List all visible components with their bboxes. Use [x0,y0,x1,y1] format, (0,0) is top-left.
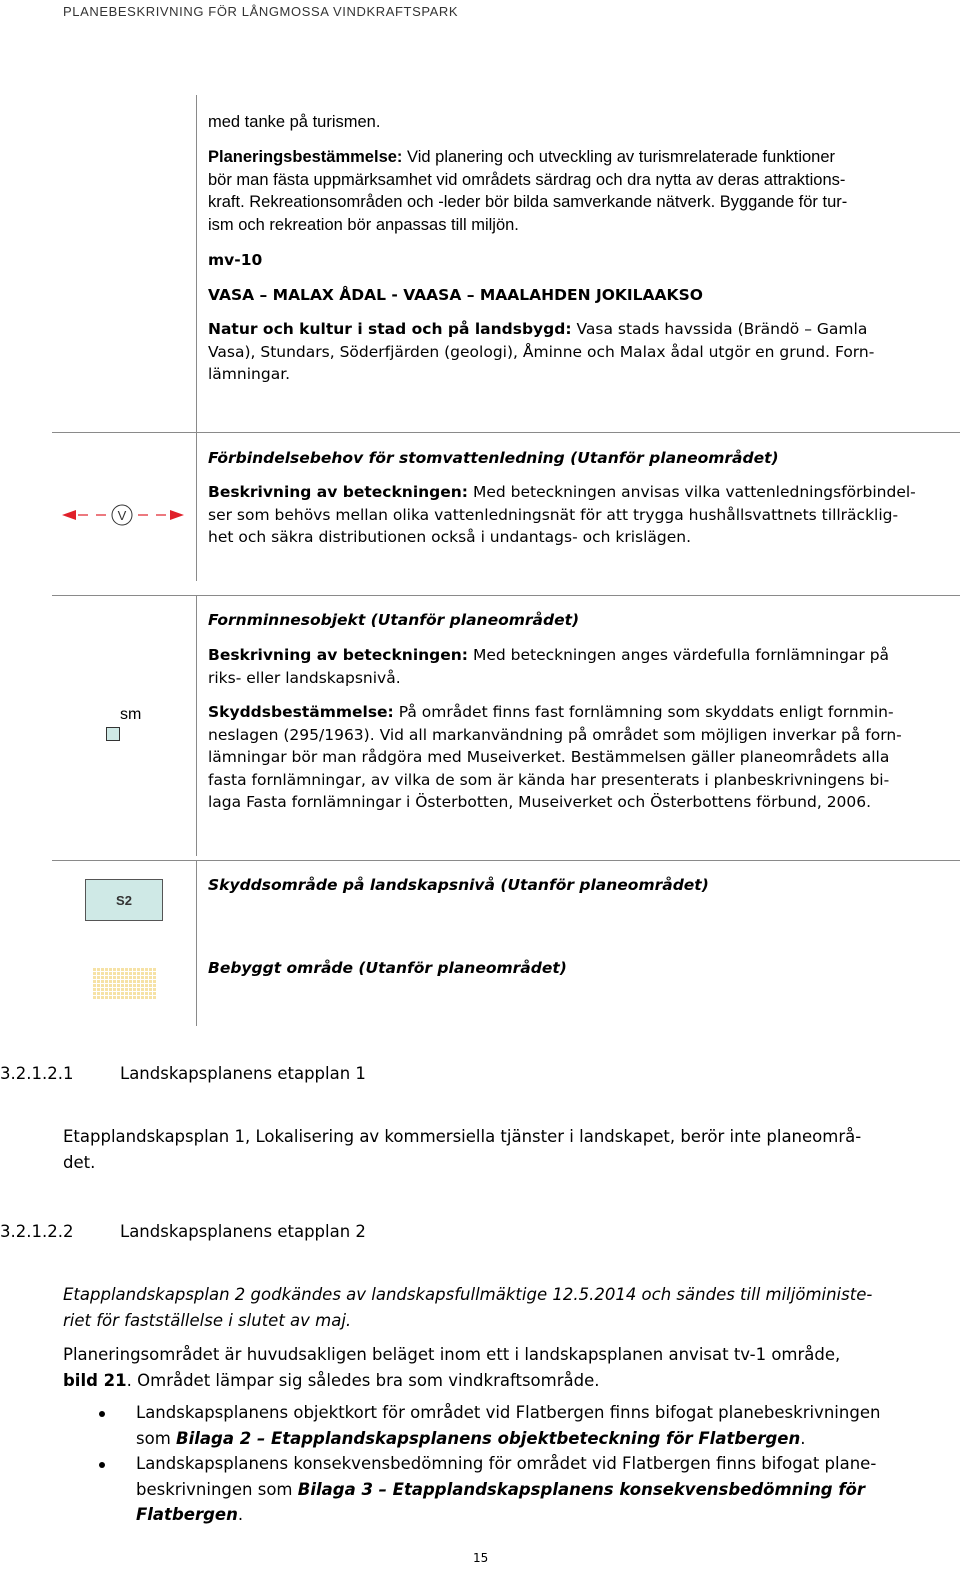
row-rule-1 [52,432,960,433]
bullet-icon [99,1462,105,1468]
row-rule-3 [52,860,960,861]
bebyggt-symbol [92,967,156,999]
skyddsomrade-title: Skyddsområde på landskapsnivå (Utanför planeområdet) [208,876,709,894]
fornminne-protection: Skyddsbestämmelse: På området finns fast fornlämning som skyddats enligt fornmin- neslagen (295/1963). Vid all markanvändning på området som möjligen inverkar på forn- lämningar bör man rådgöra med Museiverket. Bestämmelsen gäller planeområdets alla fasta fornlämningar, av vilka de som är kända har presenterats i planbeskrivningens bi- laga Fasta fornlämningar i Österbotten, Museiverket och Österbottens förbund, 2006. [208,703,902,812]
region-heading: VASA – MALAX ÅDAL - VAASA – MAALAHDEN JOKILAAKSO [208,286,703,304]
water-title: Förbindelsebehov för stomvattenledning (Utanför planeområdet) [208,449,779,467]
table-divider-4 [196,861,197,1026]
section-2-italic: Etapplandskapsplan 2 godkändes av landskapsfullmäktige 12.5.2014 och sändes till miljöministe- riet för fastställelse i slutet av maj. [63,1285,873,1330]
fornminne-title: Fornminnesobjekt (Utanför planeområdet) [208,611,580,629]
table-divider-2 [196,433,197,581]
water-description: Beskrivning av beteckningen: Med beteckningen anvisas vilka vattenledningsförbindel- ser som behövs mellan olika vattenledningsnät för att trygga hushållsvattnets tillräcklig- het och säkra distributionen också i undantags- och krislägen. [208,483,916,547]
section-number-1: 3.2.1.2.1 [0,1064,74,1083]
sm-symbol-square [106,727,120,741]
page-number: 15 [473,1551,489,1565]
bebyggt-title: Bebyggt område (Utanför planeområdet) [208,959,567,977]
s2-symbol: S2 [85,879,163,921]
water-connection-symbol [60,501,190,529]
bullet-icon [99,1411,105,1417]
intro-text: med tanke på turismen. [208,113,381,131]
list-item: Landskapsplanens konsekvensbedömning för området vid Flatbergen finns bifogat plane- beskrivningen som Bilaga 3 – Etapplandskapsplanens konsekvensbedömning för Flatbergen. [63,1451,960,1528]
code-label: mv-10 [208,251,263,269]
table-divider-1 [196,95,197,432]
sm-symbol-label: sm [120,706,142,723]
table-divider-3 [196,596,197,856]
section-1-text: Etapplandskapsplan 1, Lokalisering av kommersiella tjänster i landskapet, berör inte planeområ- det. [63,1127,862,1172]
list-item: Landskapsplanens objektkort för området vid Flatbergen finns bifogat planebeskrivningen som Bilaga 2 – Etapplandskapsplanens objektbeteckning för Flatbergen. [63,1400,960,1451]
bilaga-list [63,1400,960,1528]
row-rule-2 [52,595,960,596]
section-number-2: 3.2.1.2.2 [0,1222,74,1241]
symbol-letter: V [117,508,127,523]
section-title-1: Landskapsplanens etapplan 1 [120,1064,366,1083]
section-title-2: Landskapsplanens etapplan 2 [120,1222,366,1241]
running-header: PLANEBESKRIVNING FÖR LÅNGMOSSA VINDKRAFTSPARK [63,4,459,19]
natur-paragraph: Natur och kultur i stad och på landsbygd: Vasa stads havssida (Brändö – Gamla Vasa), Stundars, Söderfjärden (geologi), Åminne och Malax ådal utgör en grund. Forn- lämningar. [208,320,875,384]
section-2-paragraph: Planeringsområdet är huvudsakligen beläget inom ett i landskapsplanen anvisat tv-1 område, bild 21. Området lämpar sig således bra som vindkraftsområde. [63,1345,841,1390]
fornminne-description: Beskrivning av beteckningen: Med beteckningen anges värdefulla fornlämningar på riks- eller landskapsnivå. [208,646,890,687]
planning-paragraph: Planeringsbestämmelse: Vid planering och utveckling av turismrelaterade funktioner bör man fästa uppmärksamhet vid områdets särdrag och dra nytta av deras attraktions- kraft. Rekreationsområden och -leder bör bilda samverkande nätverk. Byggande för tur- ism och rekreation bör anpassas till miljön. [208,148,848,235]
